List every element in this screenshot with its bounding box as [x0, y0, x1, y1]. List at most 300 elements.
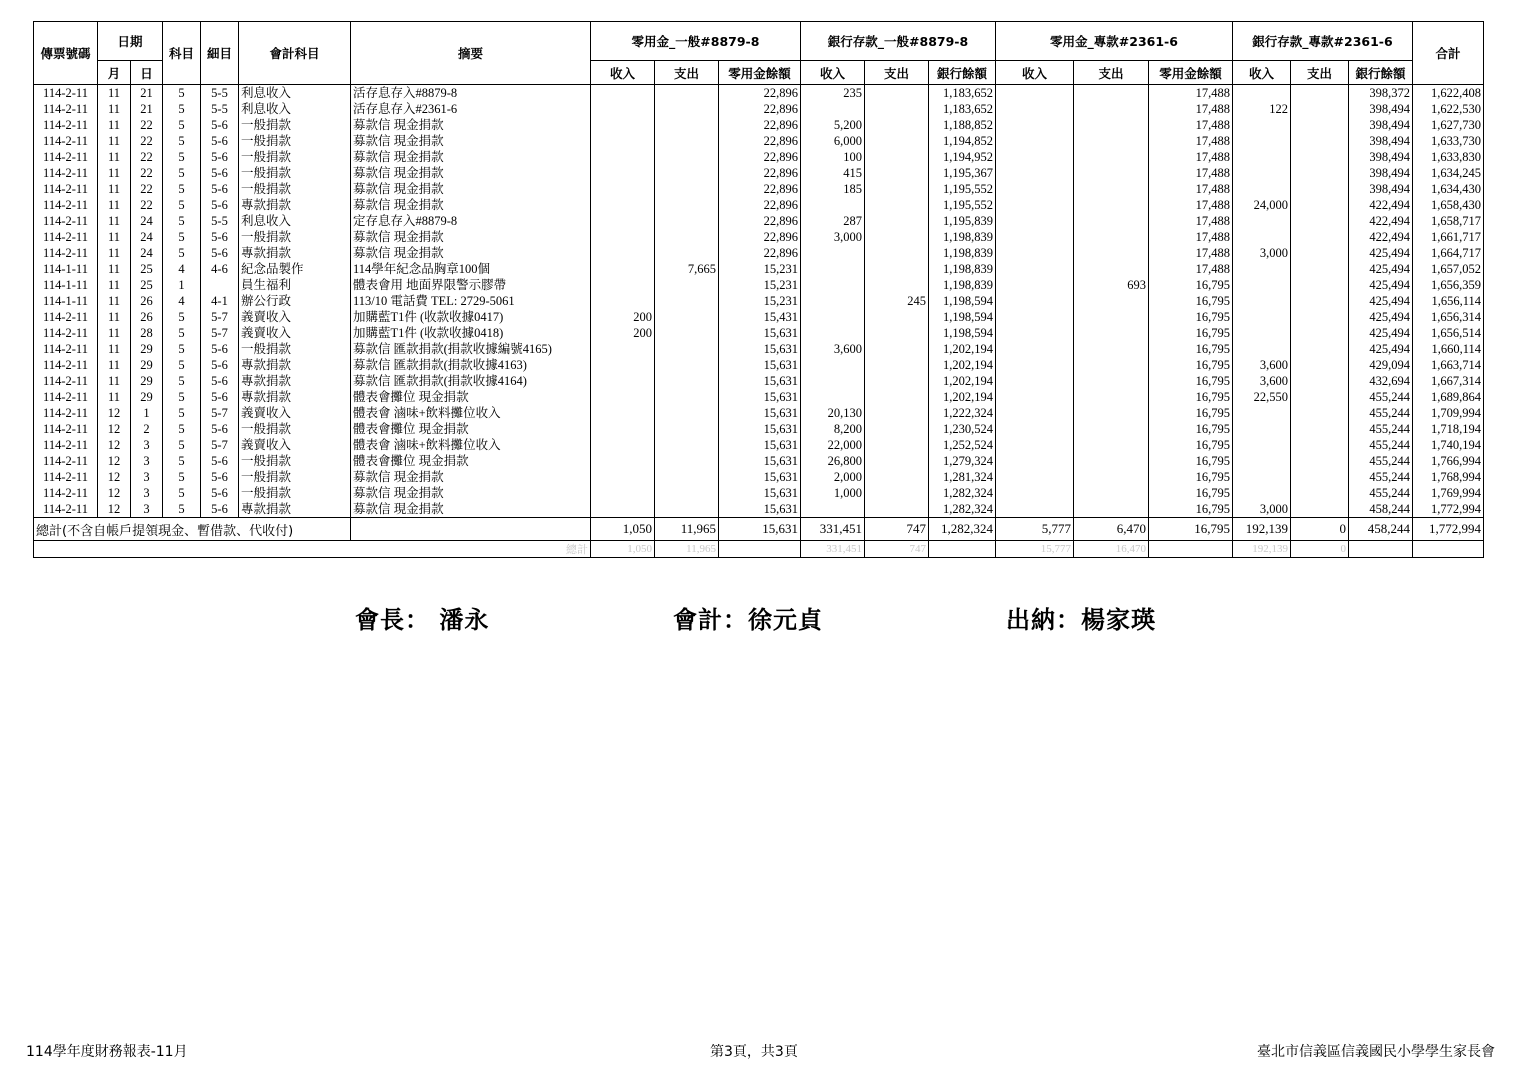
cell-row-total: 1,656,514: [1413, 325, 1484, 341]
secondary-total-row: [34, 541, 1484, 558]
total-bank-special-balance: 458,244: [1349, 518, 1413, 541]
secondary-total-petty-special-income: 15,777: [996, 541, 1074, 558]
cell-bank-special-balance: 455,244: [1349, 485, 1413, 501]
cell-row-total: 1,656,314: [1413, 309, 1484, 325]
cell-account: 義賣收入: [239, 325, 351, 341]
total-row: [34, 518, 1484, 541]
cell-bank-general-expense: [865, 309, 929, 325]
cell-voucher-no: 114-2-11: [34, 405, 98, 421]
header-bank-balance: 銀行餘額: [1349, 61, 1413, 85]
cell-petty-special-expense: [1074, 213, 1149, 229]
cell-day: 21: [131, 101, 163, 117]
cell-summary: 113/10 電話費 TEL: 2729-5061: [351, 293, 591, 309]
cell-bank-general-income: 2,000: [801, 469, 865, 485]
cell-bank-general-income: [801, 389, 865, 405]
cell-summary: 募款信 現金捐款: [351, 469, 591, 485]
cell-bank-general-income: [801, 293, 865, 309]
cell-bank-special-expense: [1291, 229, 1349, 245]
cell-month: 12: [98, 453, 131, 469]
cell-bank-general-balance: 1,282,324: [929, 485, 996, 501]
cell-bank-special-balance: 398,494: [1349, 133, 1413, 149]
cell-bank-special-income: [1233, 309, 1291, 325]
cell-account: 專款捐款: [239, 357, 351, 373]
cell-detail: 5-6: [201, 389, 239, 405]
cell-summary: 體表會 滷味+飲料攤位收入: [351, 405, 591, 421]
cell-petty-special-income: [996, 165, 1074, 181]
cell-subject: 5: [163, 133, 201, 149]
cell-petty-special-expense: [1074, 181, 1149, 197]
cell-petty-general-income: [591, 85, 655, 102]
cell-bank-general-income: 100: [801, 149, 865, 165]
cell-petty-general-income: [591, 213, 655, 229]
cell-summary: 體表會 滷味+飲料攤位收入: [351, 437, 591, 453]
table-row: [34, 133, 1484, 149]
cell-petty-special-income: [996, 389, 1074, 405]
cell-bank-special-expense: [1291, 85, 1349, 102]
cell-summary: 體表會用 地面界限警示膠帶: [351, 277, 591, 293]
cell-petty-general-balance: 22,896: [719, 101, 801, 117]
cell-bank-special-balance: 455,244: [1349, 405, 1413, 421]
cell-month: 11: [98, 149, 131, 165]
total-bank-general-expense: 747: [865, 518, 929, 541]
cell-bank-special-balance: 422,494: [1349, 213, 1413, 229]
cell-summary: 募款信 現金捐款: [351, 229, 591, 245]
cell-bank-general-income: 6,000: [801, 133, 865, 149]
cell-bank-special-balance: 458,244: [1349, 501, 1413, 518]
cell-petty-general-expense: [655, 277, 719, 293]
cell-petty-special-expense: [1074, 405, 1149, 421]
cell-bank-general-balance: 1,188,852: [929, 117, 996, 133]
cell-bank-general-balance: 1,230,524: [929, 421, 996, 437]
cell-petty-general-balance: 15,631: [719, 437, 801, 453]
cell-account: 一般捐款: [239, 453, 351, 469]
cell-bank-special-income: [1233, 277, 1291, 293]
cell-petty-special-expense: [1074, 117, 1149, 133]
cell-bank-special-income: [1233, 453, 1291, 469]
cell-bank-special-balance: 455,244: [1349, 453, 1413, 469]
cell-day: 28: [131, 325, 163, 341]
table-row: [34, 101, 1484, 117]
cell-month: 11: [98, 229, 131, 245]
cell-month: 11: [98, 181, 131, 197]
cell-summary: 體表會攤位 現金捐款: [351, 421, 591, 437]
table-row: [34, 325, 1484, 341]
cell-petty-special-expense: [1074, 453, 1149, 469]
cell-row-total: 1,661,717: [1413, 229, 1484, 245]
cell-summary: 加購藍T1件 (收款收據0418): [351, 325, 591, 341]
header-petty-special: 零用金_專款#2361-6: [996, 22, 1233, 61]
cell-bank-special-balance: 425,494: [1349, 341, 1413, 357]
cell-petty-general-balance: 15,231: [719, 277, 801, 293]
cell-detail: 5-6: [201, 245, 239, 261]
cell-detail: 5-6: [201, 357, 239, 373]
cell-petty-special-income: [996, 213, 1074, 229]
cell-summary: 募款信 匯款捐款(捐款收據4163): [351, 357, 591, 373]
cell-day: 3: [131, 453, 163, 469]
cell-day: 22: [131, 165, 163, 181]
cell-bank-special-expense: [1291, 373, 1349, 389]
cell-row-total: 1,664,717: [1413, 245, 1484, 261]
cell-subject: 1: [163, 277, 201, 293]
cell-bank-special-balance: 398,494: [1349, 149, 1413, 165]
cell-bank-general-expense: [865, 421, 929, 437]
cell-bank-general-balance: 1,195,552: [929, 197, 996, 213]
cell-subject: 5: [163, 469, 201, 485]
cell-bank-special-balance: 425,494: [1349, 261, 1413, 277]
cell-account: 專款捐款: [239, 197, 351, 213]
cell-bank-special-income: [1233, 117, 1291, 133]
cell-petty-special-income: [996, 421, 1074, 437]
cell-bank-special-expense: [1291, 213, 1349, 229]
cell-bank-special-income: 3,600: [1233, 373, 1291, 389]
footer-report-title: 114學年度財務報表-11月: [26, 1044, 188, 1060]
cell-bank-general-expense: [865, 357, 929, 373]
cell-bank-general-income: 3,000: [801, 229, 865, 245]
cell-bank-general-expense: 245: [865, 293, 929, 309]
cell-bank-special-balance: 425,494: [1349, 325, 1413, 341]
cell-petty-special-balance: 17,488: [1149, 149, 1233, 165]
cell-month: 11: [98, 293, 131, 309]
cell-bank-general-income: 22,000: [801, 437, 865, 453]
cell-account: 員生福利: [239, 277, 351, 293]
cell-petty-general-expense: [655, 437, 719, 453]
cell-detail: 5-7: [201, 309, 239, 325]
cell-subject: 5: [163, 149, 201, 165]
total-bank-general-balance: 1,282,324: [929, 518, 996, 541]
cell-petty-special-balance: 16,795: [1149, 373, 1233, 389]
cell-subject: 5: [163, 373, 201, 389]
cell-subject: 5: [163, 485, 201, 501]
cell-voucher-no: 114-2-11: [34, 309, 98, 325]
cell-bank-special-expense: [1291, 277, 1349, 293]
cell-petty-special-balance: 17,488: [1149, 181, 1233, 197]
cell-bank-special-income: [1233, 293, 1291, 309]
cell-detail: 5-6: [201, 341, 239, 357]
table-row: [34, 341, 1484, 357]
cell-bank-special-income: [1233, 405, 1291, 421]
cell-petty-general-balance: 22,896: [719, 117, 801, 133]
cell-petty-general-expense: 7,665: [655, 261, 719, 277]
cell-petty-general-expense: [655, 501, 719, 518]
cell-detail: 5-6: [201, 501, 239, 518]
cell-petty-special-expense: [1074, 261, 1149, 277]
cell-petty-special-expense: [1074, 101, 1149, 117]
cell-bank-general-income: 5,200: [801, 117, 865, 133]
cell-petty-general-income: [591, 357, 655, 373]
cell-petty-special-balance: 17,488: [1149, 165, 1233, 181]
cell-petty-general-income: [591, 373, 655, 389]
cell-summary: 募款信 現金捐款: [351, 165, 591, 181]
cell-bank-special-income: [1233, 165, 1291, 181]
cell-petty-special-income: [996, 357, 1074, 373]
cell-day: 22: [131, 133, 163, 149]
cell-petty-special-expense: [1074, 85, 1149, 102]
cell-account: 專款捐款: [239, 501, 351, 518]
ledger-table: [33, 21, 1484, 558]
cell-petty-special-income: [996, 373, 1074, 389]
cell-petty-special-balance: 16,795: [1149, 437, 1233, 453]
cell-row-total: 1,622,530: [1413, 101, 1484, 117]
cell-bank-special-income: 22,550: [1233, 389, 1291, 405]
cell-summary: 募款信 現金捐款: [351, 149, 591, 165]
cell-petty-general-balance: 22,896: [719, 165, 801, 181]
cell-petty-general-expense: [655, 293, 719, 309]
cell-petty-general-expense: [655, 357, 719, 373]
cell-petty-general-balance: 22,896: [719, 181, 801, 197]
secondary-total-petty-general-balance: [719, 541, 801, 558]
secondary-total-bank-special-balance: [1349, 541, 1413, 558]
cell-detail: 5-6: [201, 149, 239, 165]
table-row: [34, 469, 1484, 485]
cell-petty-general-balance: 15,631: [719, 453, 801, 469]
cell-subject: 5: [163, 309, 201, 325]
cell-bank-general-expense: [865, 229, 929, 245]
cell-voucher-no: 114-2-11: [34, 165, 98, 181]
cell-bank-general-balance: 1,198,594: [929, 293, 996, 309]
cell-voucher-no: 114-2-11: [34, 101, 98, 117]
cell-month: 11: [98, 325, 131, 341]
cell-bank-general-expense: [865, 133, 929, 149]
cell-day: 26: [131, 309, 163, 325]
cell-subject: 5: [163, 325, 201, 341]
cell-summary: 募款信 現金捐款: [351, 181, 591, 197]
secondary-total-label: 總計: [34, 541, 591, 558]
table-row: [34, 85, 1484, 102]
cell-petty-general-income: [591, 389, 655, 405]
cell-petty-general-income: [591, 501, 655, 518]
cell-petty-general-expense: [655, 341, 719, 357]
cell-voucher-no: 114-2-11: [34, 485, 98, 501]
table-row: [34, 261, 1484, 277]
cell-detail: 5-6: [201, 485, 239, 501]
cell-petty-general-balance: 22,896: [719, 245, 801, 261]
table-row: [34, 485, 1484, 501]
cell-bank-special-income: [1233, 133, 1291, 149]
cell-petty-special-income: [996, 453, 1074, 469]
total-petty-special-expense: 6,470: [1074, 518, 1149, 541]
cell-day: 3: [131, 469, 163, 485]
cell-petty-special-expense: [1074, 485, 1149, 501]
cell-bank-special-expense: [1291, 149, 1349, 165]
cell-bank-special-balance: 425,494: [1349, 309, 1413, 325]
cell-bank-general-income: [801, 245, 865, 261]
cell-summary: 募款信 現金捐款: [351, 117, 591, 133]
cell-petty-general-income: [591, 197, 655, 213]
cell-bank-general-balance: 1,195,367: [929, 165, 996, 181]
header-income: 收入: [996, 61, 1074, 85]
cell-summary: 加購藍T1件 (收款收據0417): [351, 309, 591, 325]
cell-account: 一般捐款: [239, 117, 351, 133]
cell-row-total: 1,633,730: [1413, 133, 1484, 149]
cell-petty-special-income: [996, 229, 1074, 245]
cell-petty-general-expense: [655, 405, 719, 421]
header-income: 收入: [801, 61, 865, 85]
signature-cashier: 出納：楊家瑛: [1006, 605, 1156, 634]
cell-voucher-no: 114-2-11: [34, 437, 98, 453]
cell-row-total: 1,663,714: [1413, 357, 1484, 373]
cell-row-total: 1,658,717: [1413, 213, 1484, 229]
cell-detail: 5-6: [201, 165, 239, 181]
cell-bank-general-income: [801, 501, 865, 518]
header-account: 會計科目: [239, 22, 351, 85]
cell-petty-general-expense: [655, 421, 719, 437]
footer-page-number: 第3頁，共3頁: [710, 1044, 798, 1060]
cell-detail: 5-6: [201, 421, 239, 437]
cell-petty-special-balance: 17,488: [1149, 85, 1233, 102]
header-bank-special: 銀行存款_專款#2361-6: [1233, 22, 1413, 61]
cell-row-total: 1,769,994: [1413, 485, 1484, 501]
cell-subject: 5: [163, 341, 201, 357]
cell-petty-special-balance: 16,795: [1149, 357, 1233, 373]
total-petty-general-balance: 15,631: [719, 518, 801, 541]
cell-detail: 5-7: [201, 437, 239, 453]
cell-day: 3: [131, 485, 163, 501]
cell-account: 一般捐款: [239, 149, 351, 165]
cell-petty-special-income: [996, 149, 1074, 165]
cell-petty-general-income: [591, 293, 655, 309]
cell-subject: 5: [163, 117, 201, 133]
cell-bank-general-income: 185: [801, 181, 865, 197]
table-row: [34, 165, 1484, 181]
cell-bank-general-balance: 1,195,839: [929, 213, 996, 229]
cell-voucher-no: 114-2-11: [34, 245, 98, 261]
header-voucher: 傳票號碼: [34, 22, 98, 85]
cell-bank-general-balance: 1,198,594: [929, 309, 996, 325]
cell-bank-special-balance: 398,494: [1349, 181, 1413, 197]
table-row: [34, 357, 1484, 373]
total-bank-general-income: 331,451: [801, 518, 865, 541]
cell-bank-general-expense: [865, 117, 929, 133]
header-expense: 支出: [865, 61, 929, 85]
cell-row-total: 1,634,245: [1413, 165, 1484, 181]
cell-bank-general-balance: 1,198,839: [929, 245, 996, 261]
cell-bank-special-income: [1233, 485, 1291, 501]
header-bank-balance: 銀行餘額: [929, 61, 996, 85]
cell-account: 一般捐款: [239, 485, 351, 501]
cell-petty-general-balance: 15,631: [719, 421, 801, 437]
cell-petty-special-balance: 16,795: [1149, 309, 1233, 325]
cell-bank-special-balance: 398,494: [1349, 117, 1413, 133]
cell-bank-general-balance: 1,194,852: [929, 133, 996, 149]
cell-petty-special-expense: 693: [1074, 277, 1149, 293]
cell-petty-special-expense: [1074, 165, 1149, 181]
cell-voucher-no: 114-2-11: [34, 501, 98, 518]
cell-petty-general-expense: [655, 181, 719, 197]
cell-bank-general-income: [801, 309, 865, 325]
cell-bank-general-expense: [865, 181, 929, 197]
cell-bank-general-income: [801, 373, 865, 389]
cell-subject: 5: [163, 405, 201, 421]
cell-subject: 5: [163, 101, 201, 117]
cell-petty-general-expense: [655, 389, 719, 405]
cell-petty-special-balance: 17,488: [1149, 261, 1233, 277]
cell-petty-general-income: [591, 421, 655, 437]
cell-bank-general-expense: [865, 101, 929, 117]
cell-petty-general-income: [591, 485, 655, 501]
cell-bank-special-balance: 455,244: [1349, 437, 1413, 453]
cell-day: 22: [131, 117, 163, 133]
table-row: [34, 309, 1484, 325]
cell-petty-general-balance: 22,896: [719, 133, 801, 149]
cell-day: 29: [131, 389, 163, 405]
header-income: 收入: [1233, 61, 1291, 85]
cell-row-total: 1,634,430: [1413, 181, 1484, 197]
cell-row-total: 1,709,994: [1413, 405, 1484, 421]
cell-row-total: 1,689,864: [1413, 389, 1484, 405]
cell-petty-general-balance: 22,896: [719, 229, 801, 245]
cell-petty-general-expense: [655, 453, 719, 469]
cell-subject: 5: [163, 213, 201, 229]
cell-row-total: 1,627,730: [1413, 117, 1484, 133]
cell-month: 11: [98, 165, 131, 181]
cell-petty-special-expense: [1074, 357, 1149, 373]
cell-petty-general-expense: [655, 101, 719, 117]
cell-voucher-no: 114-2-11: [34, 213, 98, 229]
cell-detail: 4-1: [201, 293, 239, 309]
cell-petty-general-balance: 15,631: [719, 469, 801, 485]
cell-day: 1: [131, 405, 163, 421]
cell-subject: 4: [163, 293, 201, 309]
cell-bank-general-expense: [865, 437, 929, 453]
cell-petty-special-balance: 16,795: [1149, 405, 1233, 421]
cell-petty-special-income: [996, 437, 1074, 453]
cell-month: 11: [98, 117, 131, 133]
cell-summary: 募款信 現金捐款: [351, 133, 591, 149]
cell-account: 利息收入: [239, 101, 351, 117]
cell-petty-general-expense: [655, 309, 719, 325]
header-expense: 支出: [1074, 61, 1149, 85]
cell-bank-special-income: [1233, 85, 1291, 102]
cell-row-total: 1,667,314: [1413, 373, 1484, 389]
total-row-total: 1,772,994: [1413, 518, 1484, 541]
cell-petty-special-income: [996, 325, 1074, 341]
cell-bank-special-expense: [1291, 357, 1349, 373]
cell-account: 一般捐款: [239, 469, 351, 485]
table-row: [34, 197, 1484, 213]
header-summary: 摘要: [351, 22, 591, 85]
cell-month: 11: [98, 245, 131, 261]
cell-petty-general-income: [591, 245, 655, 261]
cell-month: 12: [98, 421, 131, 437]
cell-row-total: 1,656,359: [1413, 277, 1484, 293]
cell-day: 29: [131, 341, 163, 357]
cell-petty-special-income: [996, 101, 1074, 117]
table-row: [34, 437, 1484, 453]
cell-row-total: 1,718,194: [1413, 421, 1484, 437]
cell-voucher-no: 114-2-11: [34, 389, 98, 405]
cell-month: 12: [98, 405, 131, 421]
cell-petty-special-income: [996, 245, 1074, 261]
secondary-total-bank-general-expense: 747: [865, 541, 929, 558]
cell-subject: 5: [163, 437, 201, 453]
cell-day: 29: [131, 357, 163, 373]
cell-bank-general-income: 26,800: [801, 453, 865, 469]
cell-summary: 募款信 現金捐款: [351, 197, 591, 213]
cell-month: 11: [98, 389, 131, 405]
cell-subject: 5: [163, 421, 201, 437]
cell-bank-special-income: [1233, 469, 1291, 485]
cell-bank-special-expense: [1291, 405, 1349, 421]
cell-petty-special-income: [996, 341, 1074, 357]
cell-account: 一般捐款: [239, 181, 351, 197]
cell-petty-special-income: [996, 293, 1074, 309]
cell-bank-general-expense: [865, 389, 929, 405]
cell-voucher-no: 114-1-11: [34, 277, 98, 293]
cell-bank-general-expense: [865, 485, 929, 501]
cell-petty-general-expense: [655, 469, 719, 485]
cell-bank-special-expense: [1291, 437, 1349, 453]
cell-petty-general-income: [591, 229, 655, 245]
